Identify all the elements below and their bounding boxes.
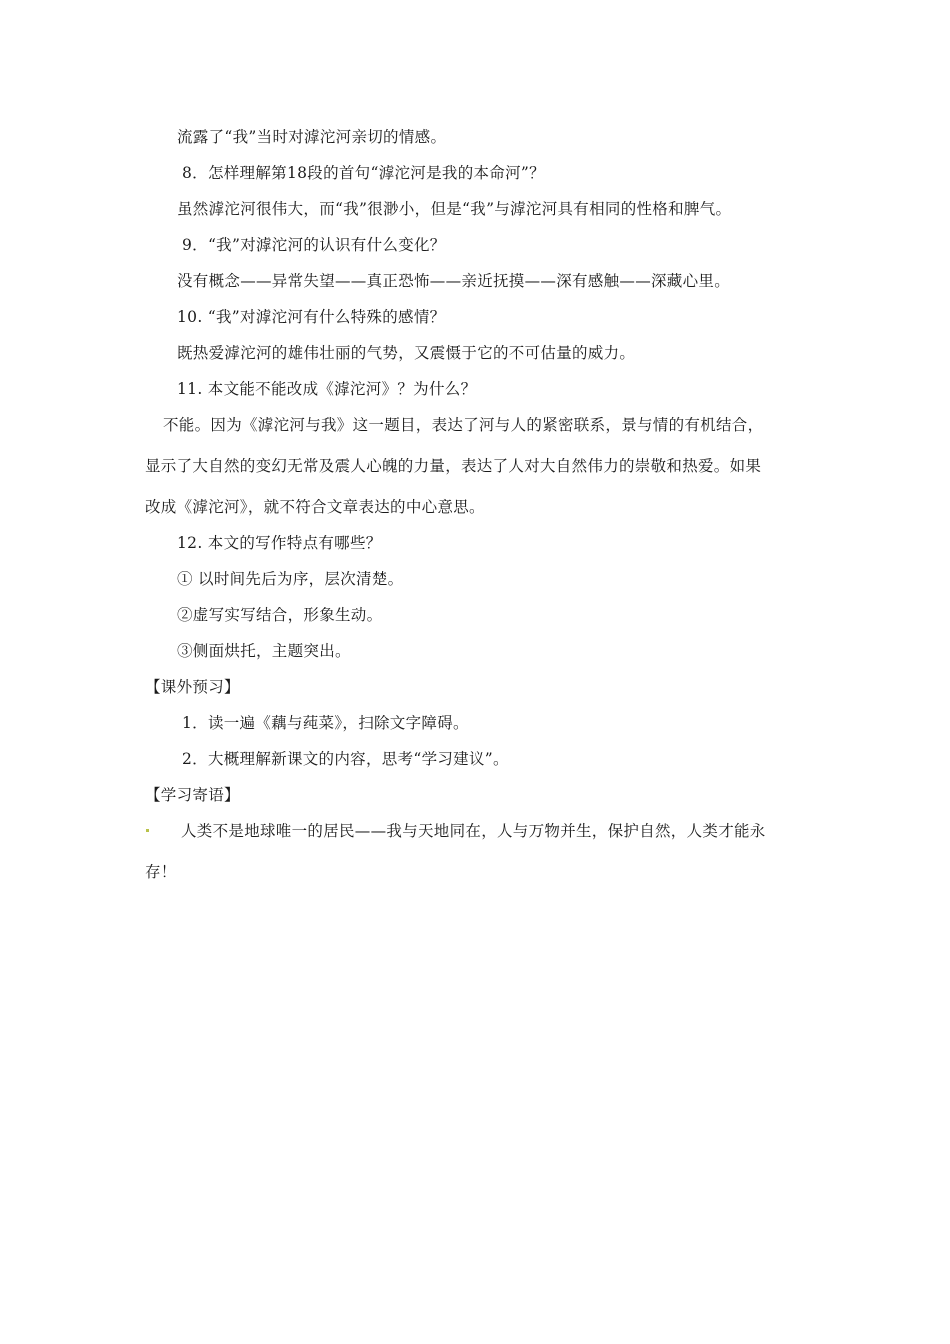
answer-12-point-1: ① 以时间先后为序，层次清楚。 bbox=[177, 570, 404, 588]
answer-11-line-3: 改成《滹沱河》，就不符合文章表达的中心意思。 bbox=[145, 498, 485, 516]
answer-12-point-3: ③侧面烘托，主题突出。 bbox=[177, 642, 351, 660]
section-heading-motto: 【学习寄语】 bbox=[145, 786, 240, 804]
answer-9: 没有概念——异常失望——真正恐怖——亲近抚摸——深有感触——深藏心里。 bbox=[177, 272, 731, 290]
motto-line-1: 人类不是地球唯一的居民——我与天地同在，人与万物并生，保护自然，人类才能永 bbox=[181, 822, 766, 840]
section-heading-preview: 【课外预习】 bbox=[145, 678, 240, 696]
marker-dot bbox=[146, 829, 149, 832]
answer-12-point-2: ②虚写实写结合，形象生动。 bbox=[177, 606, 383, 624]
answer-8: 虽然滹沱河很伟大，而“我”很渺小，但是“我”与滹沱河具有相同的性格和脾气。 bbox=[177, 200, 732, 218]
question-10: 10. “我”对滹沱河有什么特殊的感情？ bbox=[177, 308, 446, 326]
answer-11-line-1: 不能。因为《滹沱河与我》这一题目，表达了河与人的紧密联系，景与情的有机结合， bbox=[163, 416, 764, 434]
answer-10: 既热爱滹沱河的雄伟壮丽的气势，又震慑于它的不可估量的威力。 bbox=[177, 344, 636, 362]
preview-item-2: 2．大概理解新课文的内容，思考“学习建议”。 bbox=[182, 750, 509, 768]
question-11: 11. 本文能不能改成《滹沱河》？为什么？ bbox=[177, 380, 477, 398]
question-9: 9．“我”对滹沱河的认识有什么变化？ bbox=[182, 236, 446, 254]
question-8: 8．怎样理解第18段的首句“滹沱河是我的本命河”？ bbox=[182, 164, 545, 182]
motto-line-2: 存！ bbox=[145, 863, 177, 881]
answer-11-line-2: 显示了大自然的变幻无常及震人心魄的力量，表达了人对大自然伟力的崇敬和热爱。如果 bbox=[145, 457, 762, 475]
preview-item-1: 1．读一遍《藕与莼菜》，扫除文字障碍。 bbox=[182, 714, 469, 732]
answer-7-continuation: 流露了“我”当时对滹沱河亲切的情感。 bbox=[177, 128, 447, 146]
question-12: 12. 本文的写作特点有哪些？ bbox=[177, 534, 382, 552]
